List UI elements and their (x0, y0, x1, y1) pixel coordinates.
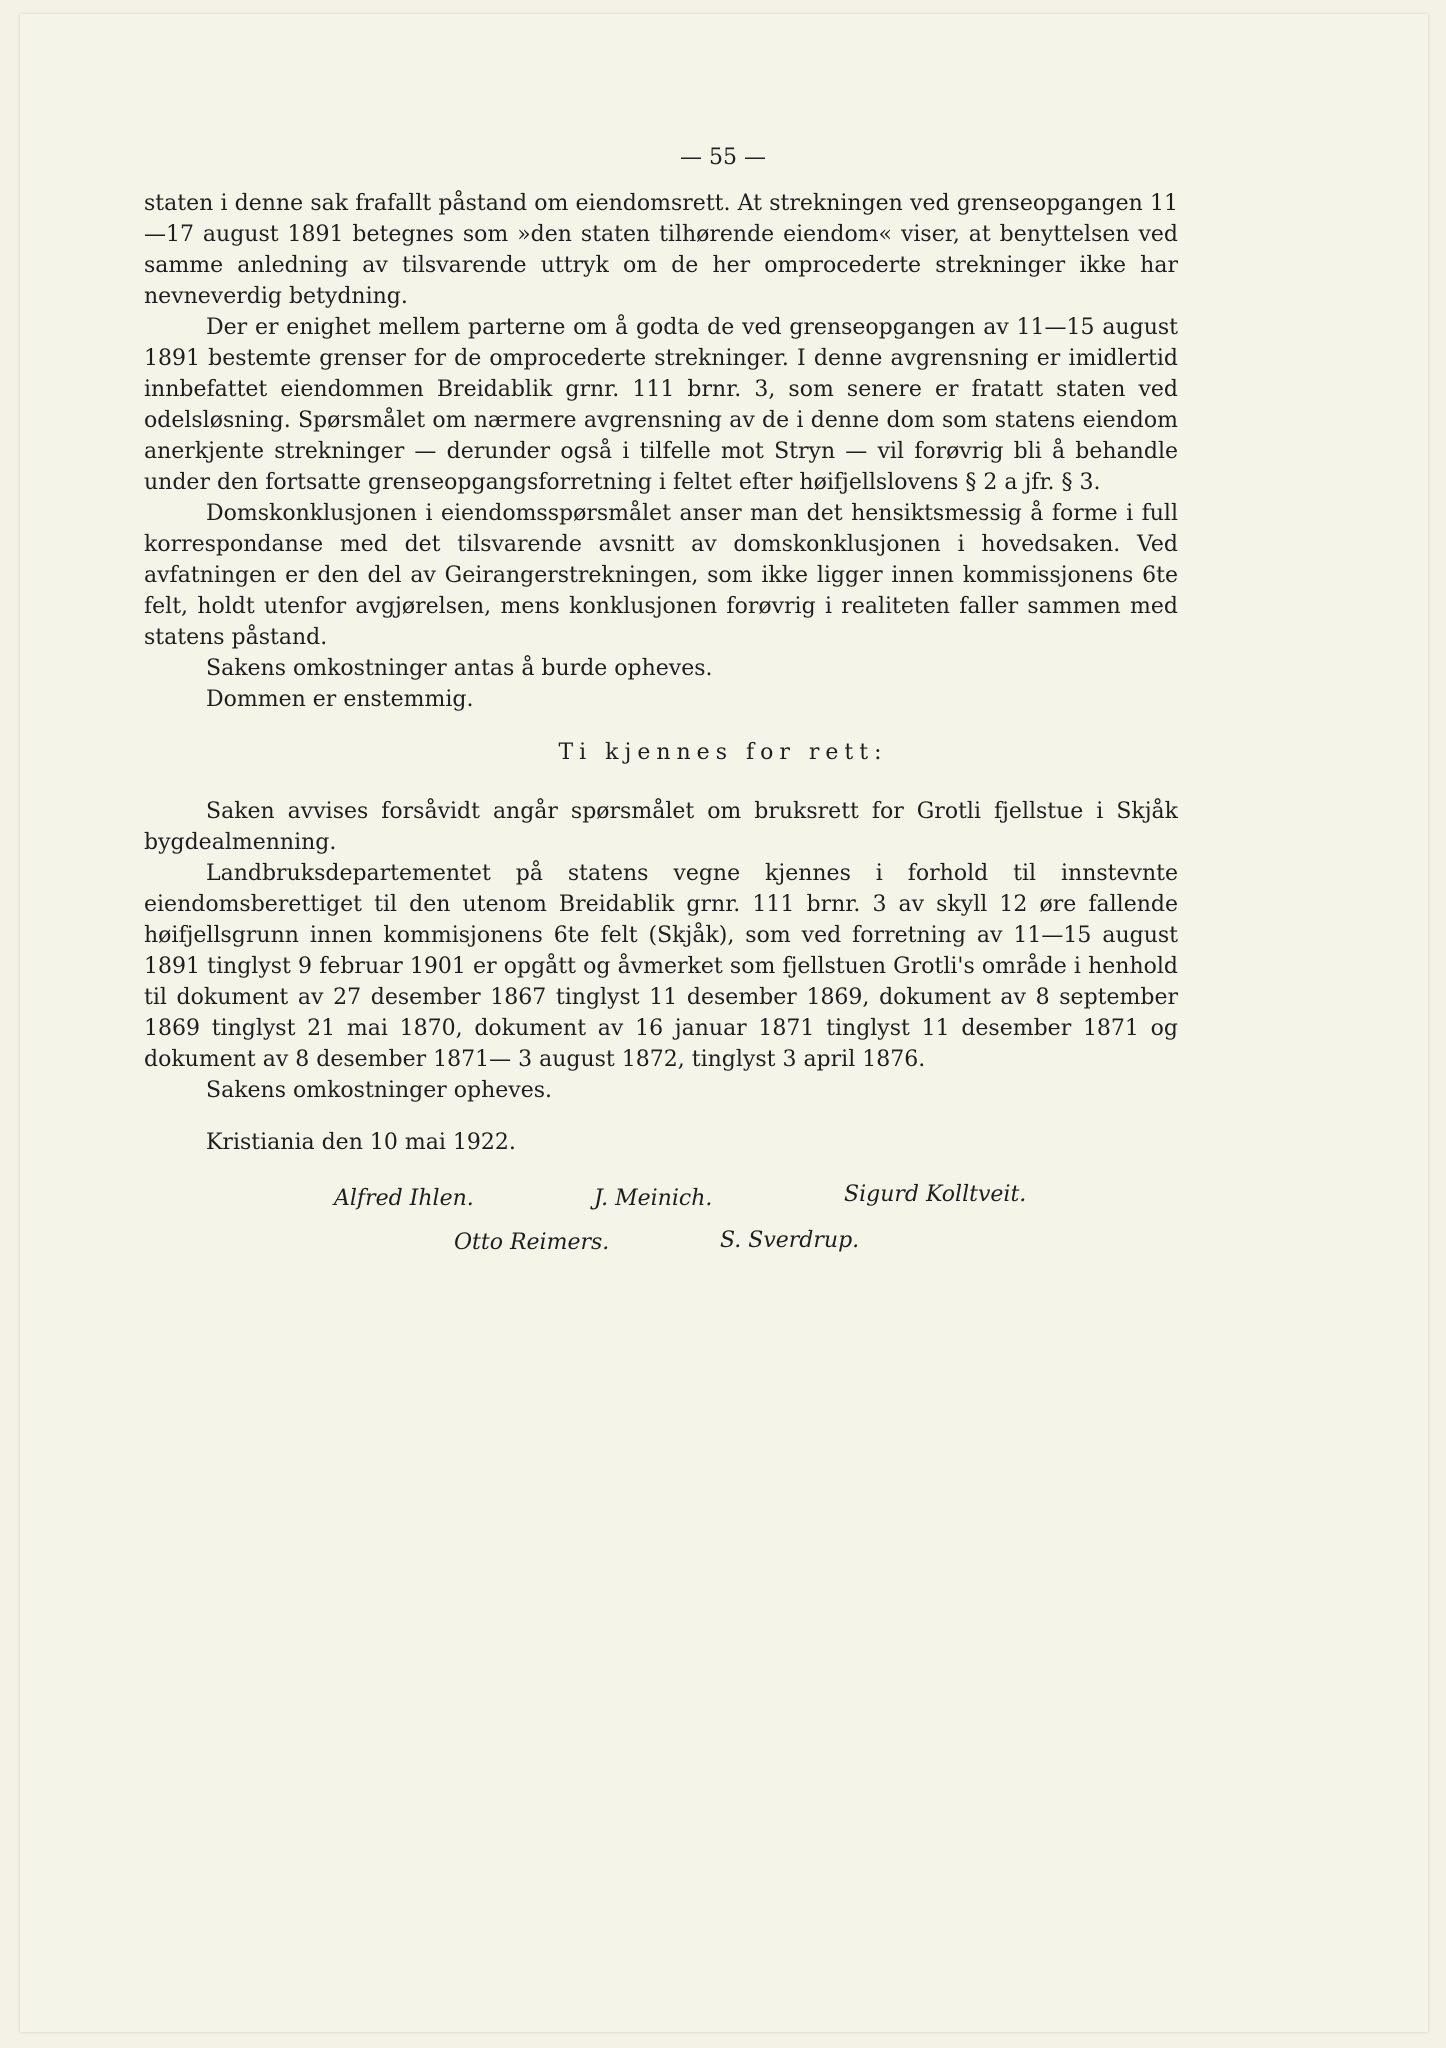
paragraph: staten i denne sak frafallt påstand om eiendomsrett. At strekningen ved grenseopgangen 11—17 august 1891 betegnes som »den staten tilhørende eiendom« viser, at benyttelsen ved samme anledning av tilsvarende uttryk om de her omprocederte strekninger ikke har nevneverdig betydning. (144, 191, 1178, 309)
paragraph: Dommen er enstemmig. (206, 687, 474, 712)
signature: Sigurd Kolltveit. (844, 1182, 1027, 1207)
paragraph: Sakens omkostninger antas å burde opheves. (206, 656, 713, 681)
body-section-2 (144, 796, 1178, 1106)
signature: Alfred Ihlen. (334, 1186, 474, 1211)
paragraph: Saken avvises forsåvidt angår spørsmålet om bruksrett for Grotli fjellstue i Skjåk bygdealmenning. (144, 799, 1178, 855)
signature: Otto Reimers. (454, 1230, 610, 1255)
paragraph: Sakens omkostninger opheves. (206, 1078, 553, 1103)
paragraph: Domskonklusjonen i eiendomsspørsmålet anser man det hensiktsmessig å forme i full korrespondanse med det tilsvarende avsnitt av domskonklusjonen i hovedsaken. Ved avfatningen er den del av Geirangerstrekningen, som ikke ligger innen kommissjonens 6te felt, holdt utenfor avgjørelsen, mens konklusjonen forøvrig i realiteten faller sammen med statens påstand. (144, 501, 1178, 650)
body-section-1 (144, 188, 1178, 715)
paragraph: Der er enighet mellem parterne om å godta de ved grenseopgangen av 11—15 august 1891 bestemte grenser for de omprocederte strekninger. I denne avgrensning er imidlertid innbefattet eiendommen Breidablik grnr. 111 brnr. 3, som senere er fratatt staten ved odelsløsning. Spørsmålet om nærmere avgrensning av de i denne dom som statens eiendom anerkjente strekninger — derunder også i tilfelle mot Stryn — vil forøvrig bli å behandle under den fortsatte grenseopgangsforretning i feltet efter høifjellslovens § 2 a jfr. § 3. (144, 315, 1178, 495)
signature: S. Sverdrup. (720, 1228, 860, 1253)
signature: J. Meinich. (594, 1186, 713, 1211)
date-line: Kristiania den 10 mai 1922. (206, 1130, 516, 1155)
ruling-heading: Ti kjennes for rett: (558, 740, 888, 765)
paragraph: Landbruksdepartementet på statens vegne kjennes i forhold til innstevnte eiendomsberettiget til den utenom Breidablik grnr. 111 brnr. 3 av skyll 12 øre fallende høifjellsgrunn innen kommisjonens 6te felt (Skjåk), som ved forretning av 11—15 august 1891 tinglyst 9 februar 1901 er opgått og åvmerket som fjellstuen Grotli's område i henhold til dokument av 27 desember 1867 tinglyst 11 desember 1869, dokument av 8 september 1869 tinglyst 21 mai 1870, dokument av 16 januar 1871 tinglyst 11 desember 1871 og dokument av 8 desember 1871— 3 august 1872, tinglyst 3 april 1876. (144, 861, 1178, 1072)
page-number: — 55 — (680, 145, 766, 170)
